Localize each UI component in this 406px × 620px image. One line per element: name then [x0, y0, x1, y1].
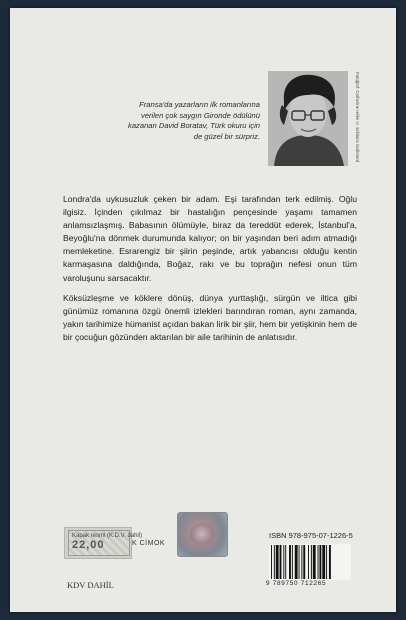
hologram-sticker: [177, 512, 228, 557]
barcode-bar: [303, 545, 305, 579]
barcode-bar: [311, 545, 312, 579]
barcode-bar: [292, 545, 293, 579]
barcode-bar: [308, 545, 309, 579]
isbn-label: ISBN 978-975-07-1226-5: [269, 531, 353, 540]
price-sticker: [68, 530, 143, 556]
hologram-emblem: [190, 523, 214, 545]
barcode-bar: [313, 545, 316, 579]
price-sticker-value: 22,00: [72, 539, 105, 551]
barcode-bar: [322, 545, 325, 579]
barcode-bar: [274, 545, 275, 579]
barcode-bar: [299, 545, 300, 579]
vat-included-text: KDV DAHİL: [67, 580, 114, 590]
author-photo: [268, 71, 348, 166]
barcode-bar: [326, 545, 327, 579]
barcode-bar: [276, 545, 279, 579]
barcode-bar: [301, 545, 302, 579]
photo-credit: Fotoğraf: Catherine Hélie © Editions Gallimard: [355, 72, 360, 163]
barcode-bar: [329, 545, 331, 579]
barcode-bar: [280, 545, 282, 579]
barcode-bar: [318, 545, 319, 579]
barcode-bar: [319, 545, 321, 579]
barcode: [269, 544, 351, 580]
designer-credit: K CİMOK: [132, 540, 166, 547]
barcode-bar: [283, 545, 284, 579]
barcode-bar: [289, 545, 291, 579]
author-blurb: Fransa'da yazarların ilk romanlarına verilen çok saygın Gironde ödülünü kazanan David Boratav, Türk okuru için de güzel bir sürpriz.: [128, 100, 260, 141]
description-paragraph-2: Köksüzleşme ve köklere dönüş, dünya yurttaşlığı, sürgün ve iltica gibi günümüz romanına özgü önemli izlekleri barındıran roman, aynı zamanda, yakın tarihimize hümanist açıdan bakan lirik bir şiir, hem bir yetişkinin hem de bir çocuğun gözünden aktarılan bir aile tarihinin de anlatısıdır.: [63, 293, 357, 343]
price-sticker-label: Kapak resmi (K.D.V. dahil): [72, 533, 143, 539]
barcode-digits: 9 789750 712265: [266, 580, 327, 587]
barcode-bar: [295, 545, 298, 579]
barcode-bar: [271, 545, 272, 579]
barcode-bar: [285, 545, 286, 579]
description-paragraph-1: Londra'da uykusuzluk çeken bir adam. Eşi tarafından terk edilmiş. Oğlu ilgisiz. İçinden çıkılmaz bir hastalığın pençesinde yaşamı tamamen anlamsızlaşmış. Babasının ölümüyle, biraz da tereddüt ederek, İstanbul'a, Beyoğlu'na dönmek durumunda kalıyor; on bir yaşından beri adım atmadığı memleketine. Esrarengiz bir şiirin peşinde, artık yabancısı olduğu kentin karmaşasına daldığında, Boğaz, rakı ve bu toprağın nefesi onun tüm varoluşunu sarsacaktır.: [63, 194, 357, 283]
